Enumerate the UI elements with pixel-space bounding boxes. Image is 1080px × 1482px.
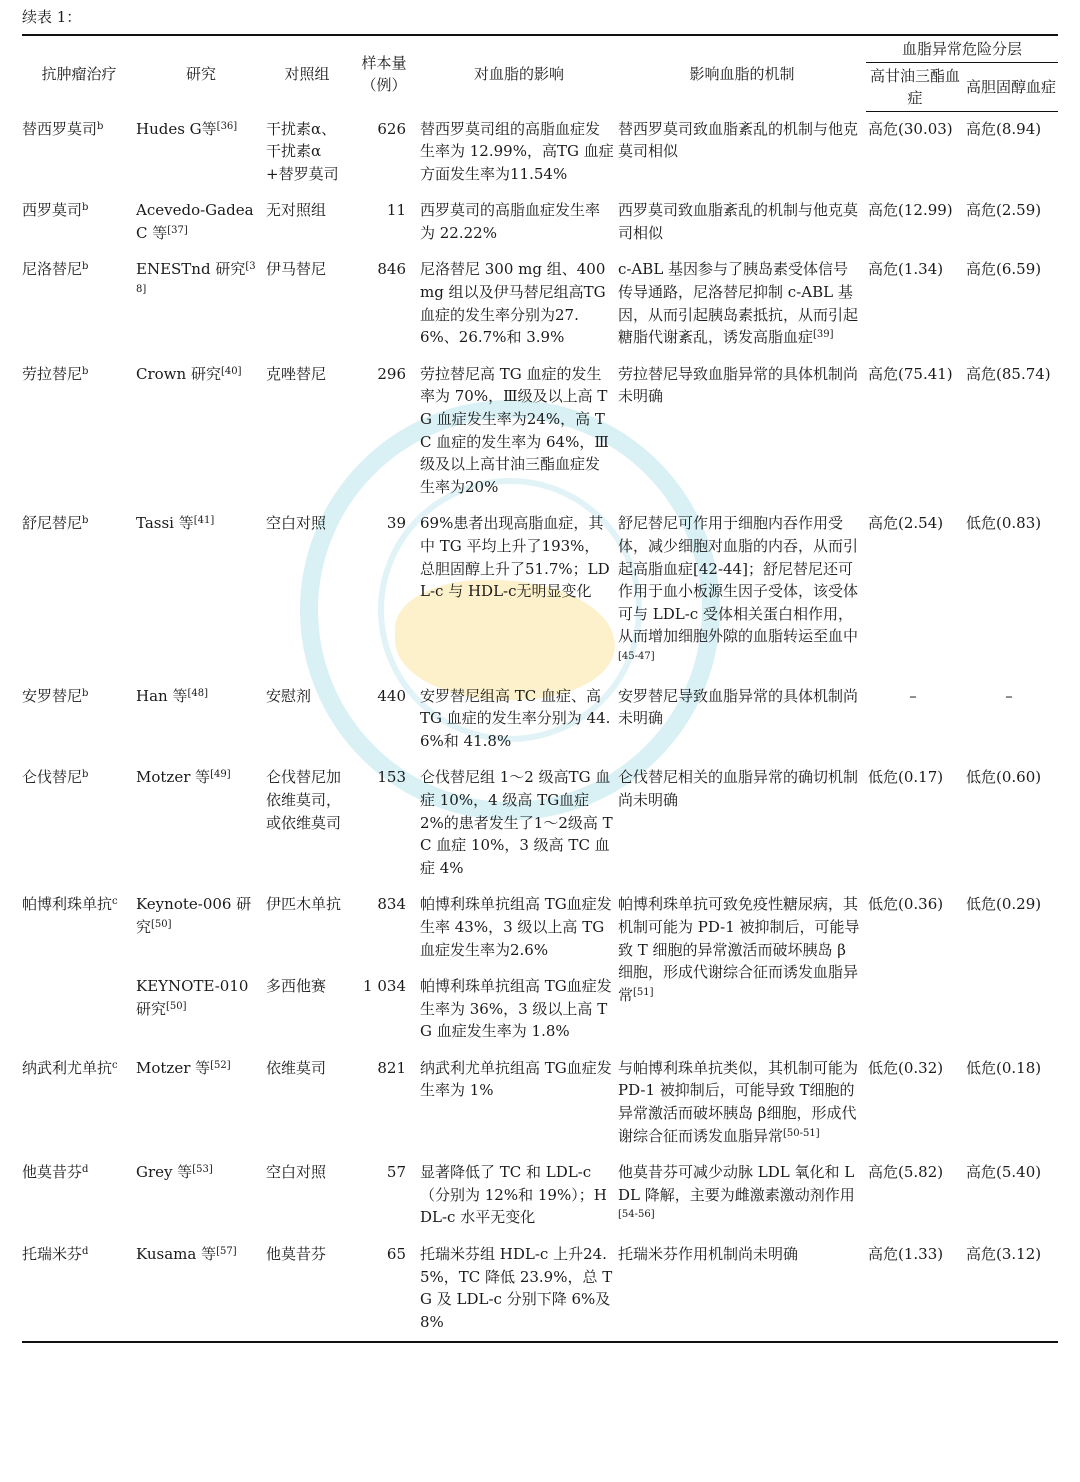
header-mechanism: 影响血脂的机制 — [618, 35, 866, 112]
cell-effect: 替西罗莫司组的高脂血症发生率为 12.99%，高TG 血症方面发生率为11.54% — [420, 119, 614, 183]
header-study: 研究 — [136, 35, 266, 112]
cell-effect: 托瑞米芬组 HDL-c 上升24.5%，TC 降低 23.9%，总 TG 及 LDL-c 分别下降 6%及 8% — [420, 1237, 618, 1342]
cell-sample: 821 — [377, 1058, 406, 1077]
cell-risk-tc: 低危(0.18) — [966, 1058, 1042, 1077]
cell-study: Grey 等[53] — [136, 1163, 213, 1182]
cell-sample: 296 — [377, 364, 406, 383]
cell-therapy: 他莫昔芬$^d$ — [22, 1163, 89, 1182]
cell-control: 伊匹木单抗 — [266, 895, 342, 914]
cell-therapy: 托瑞米芬$^d$ — [22, 1237, 136, 1342]
cell-effect: 西罗莫司的高脂血症发生率为 22.22% — [420, 201, 601, 242]
cell-risk-tg: 低危(0.17) — [868, 768, 944, 787]
cell-control: 安慰剂 — [266, 686, 312, 705]
cell-sample: 153 — [377, 768, 406, 787]
cell-risk-tc: 高危(3.12) — [964, 1237, 1058, 1342]
cell-risk-tc: 高危(8.94) — [966, 120, 1042, 138]
cell-risk-tc: 高危(2.59) — [966, 201, 1042, 220]
cell-mechanism: 托瑞米芬作用机制尚未明确 — [618, 1237, 866, 1342]
cell-effect: 69%患者出现高脂血症，其中 TG 平均上升了193%，总胆固醇上升了51.7%；LDL-c 与 HDL-c无明显变化 — [420, 514, 610, 601]
cell-therapy: 舒尼替尼$^b$ — [22, 514, 89, 533]
cell-effect: 显著降低了 TC 和 LDL-c（分别为 12%和 19%）；HDL-c 水平无变化 — [420, 1163, 607, 1227]
cell-mechanism: 仑伐替尼相关的血脂异常的确切机制尚未明确 — [618, 768, 859, 809]
cell-risk-tg: 低危(0.36) — [868, 895, 944, 914]
header-risk-tc: 高胆固醇血症 — [964, 63, 1058, 112]
cell-mechanism: 劳拉替尼导致血脂异常的具体机制尚未明确 — [618, 364, 859, 406]
cell-therapy: 纳武利尤单抗$^c$ — [22, 1058, 118, 1077]
cell-therapy: 尼洛替尼$^b$ — [22, 260, 89, 279]
cell-study: Crown 研究[40] — [136, 364, 242, 383]
cell-control: 空白对照 — [266, 514, 327, 533]
cell-risk-tg: 低危(0.32) — [868, 1058, 944, 1077]
table-row — [22, 679, 1058, 761]
header-sample: 样本量（例） — [348, 35, 420, 112]
table-row — [22, 193, 1058, 252]
cell-risk-tg: 高危(2.54) — [868, 514, 944, 533]
cell-sample: 1 034 — [363, 977, 406, 996]
cell-therapy: 帕博利珠单抗$^c$ — [22, 895, 118, 914]
cell-control: 无对照组 — [266, 201, 327, 220]
cell-control: 他莫昔芬 — [266, 1237, 348, 1342]
cell-control: 依维莫司 — [266, 1058, 327, 1077]
lipid-table — [22, 34, 1058, 1343]
cell-risk-tg: 高危(1.33) — [866, 1237, 964, 1342]
cell-control: 多西他赛 — [266, 977, 327, 996]
cell-sample: 65 — [348, 1237, 420, 1342]
cell-mechanism: 与帕博利珠单抗类似，其机制可能为 PD-1 被抑制后，可能导致 T细胞的异常激活而破坏胰岛 β细胞，形成代谢综合征而诱发血脂异常[50-51] — [618, 1058, 859, 1145]
cell-sample: 39 — [386, 514, 406, 533]
cell-study: Keynote-006 研究[50] — [136, 895, 252, 936]
cell-risk-tg: 高危(1.34) — [868, 260, 944, 279]
cell-study: Tassi 等[41] — [136, 514, 215, 533]
cell-study: ENESTnd 研究[38] — [136, 260, 256, 296]
cell-risk-tg: 高危(30.03) — [868, 120, 953, 138]
table-row — [22, 1155, 1058, 1237]
cell-sample: 846 — [377, 260, 406, 279]
cell-study: KEYNOTE-010 研究[50] — [136, 977, 249, 1018]
table-row — [22, 1051, 1058, 1155]
cell-risk-tc: 低危(0.60) — [966, 768, 1042, 787]
table-row — [22, 112, 1058, 194]
cell-control: 空白对照 — [266, 1163, 327, 1182]
table-container — [22, 34, 1058, 1343]
cell-sample: 834 — [377, 895, 406, 914]
cell-sample: 57 — [386, 1163, 406, 1182]
table-row — [22, 357, 1058, 507]
cell-therapy: 劳拉替尼$^b$ — [22, 364, 89, 383]
cell-risk-tg: 高危(75.41) — [868, 364, 953, 383]
cell-risk-tc: 低危(0.83) — [966, 514, 1042, 533]
cell-risk-tc: 高危(6.59) — [966, 260, 1042, 279]
cell-mechanism: 替西罗莫司致血脂紊乱的机制与他克莫司相似 — [618, 119, 859, 161]
table-row — [22, 887, 1058, 969]
cell-therapy: 仑伐替尼$^b$ — [22, 768, 89, 787]
header-risk-group: 血脂异常危险分层 — [866, 35, 1058, 63]
cell-risk-tc: – — [1005, 686, 1013, 705]
cell-effect: 仑伐替尼组 1～2 级高TG 血症 10%，4 级高 TG血症 2%的患者发生了1～2级高 TC 血症 10%，3 级高 TC 血症 4% — [420, 768, 613, 877]
cell-study: Kusama 等[57] — [136, 1237, 266, 1342]
table-row — [22, 506, 1058, 678]
cell-sample: 11 — [386, 201, 406, 220]
cell-risk-tg: 高危(12.99) — [868, 201, 953, 220]
cell-mechanism: c-ABL 基因参与了胰岛素受体信号传导通路，尼洛替尼抑制 c-ABL 基因，从而引起胰岛素抵抗，从而引起糖脂代谢紊乱，诱发高脂血症[39] — [618, 260, 859, 347]
cell-mechanism: 帕博利珠单抗可致免疫性糖尿病，其机制可能为 PD-1 被抑制后，可能导致 T 细胞的异常激活而破坏胰岛 β 细胞，形成代谢综合征而诱发血脂异常[51] — [618, 895, 860, 1004]
table-caption: 续表 1： — [22, 8, 82, 26]
cell-effect: 帕博利珠单抗组高 TG血症发生率 43%，3 级以上高 TG 血症发生率为2.6% — [420, 895, 612, 959]
cell-control: 克唑替尼 — [266, 364, 327, 383]
cell-mechanism: 安罗替尼导致血脂异常的具体机制尚未明确 — [618, 686, 859, 728]
header-risk-tg: 高甘油三酯血症 — [866, 63, 964, 112]
cell-mechanism: 舒尼替尼可作用于细胞内吞作用受体，减少细胞对血脂的内吞，从而引起高脂血症[42-44]；舒尼替尼还可作用于血小板源生因子受体，该受体可与 LDL-c 受体相关蛋白相作用，从而增加细胞外隙的血脂转运至血中[45-47] — [618, 514, 859, 662]
cell-sample: 440 — [377, 686, 406, 705]
cell-control: 伊马替尼 — [266, 260, 327, 279]
cell-risk-tc: 低危(0.29) — [966, 895, 1042, 914]
cell-therapy: 西罗莫司$^b$ — [22, 201, 89, 220]
cell-effect: 安罗替尼组高 TC 血症、高 TG 血症的发生率分别为 44.6%和 41.8% — [420, 686, 611, 750]
cell-study: Acevedo-Gadea C 等[37] — [136, 201, 254, 242]
cell-risk-tc: 高危(5.40) — [966, 1163, 1042, 1182]
cell-therapy: 替西罗莫司$^b$ — [22, 119, 104, 138]
header-control: 对照组 — [266, 35, 348, 112]
cell-effect: 劳拉替尼高 TG 血症的发生率为 70%，Ⅲ级及以上高 TG 血症发生率为24%，高 TC 血症的发生率为 64%，Ⅲ级及以上高甘油三酯血症发生率为20% — [420, 364, 609, 496]
cell-risk-tg: – — [909, 686, 917, 705]
table-body — [22, 112, 1058, 1343]
cell-effect: 纳武利尤单抗组高 TG血症发生率为 1% — [420, 1058, 612, 1100]
cell-study: Motzer 等[49] — [136, 768, 231, 787]
table-row — [22, 252, 1058, 356]
cell-study: Hudes G等[36] — [136, 119, 238, 138]
cell-risk-tc: 高危(85.74) — [966, 364, 1051, 383]
header-therapy: 抗肿瘤治疗 — [22, 35, 136, 112]
cell-risk-tg: 高危(5.82) — [868, 1163, 944, 1182]
cell-mechanism: 西罗莫司致血脂紊乱的机制与他克莫司相似 — [618, 201, 859, 242]
cell-effect: 尼洛替尼 300 mg 组、400 mg 组以及伊马替尼组高TG 血症的发生率分别为27.6%、26.7%和 3.9% — [420, 260, 606, 347]
table-row — [22, 760, 1058, 887]
header-effect: 对血脂的影响 — [420, 35, 618, 112]
cell-control: 干扰素α、干扰素α+替罗莫司 — [266, 119, 339, 183]
cell-therapy: 安罗替尼$^b$ — [22, 686, 89, 705]
cell-study: Han 等[48] — [136, 686, 208, 705]
cell-study: Motzer 等[52] — [136, 1058, 231, 1077]
cell-control: 仑伐替尼加依维莫司，或依维莫司 — [266, 768, 342, 832]
cell-effect: 帕博利珠单抗组高 TG血症发生率为 36%，3 级以上高 TG 血症发生率为 1.8% — [420, 977, 612, 1041]
cell-sample: 626 — [377, 119, 406, 138]
table-row — [22, 1237, 1058, 1342]
cell-mechanism: 他莫昔芬可减少动脉 LDL 氧化和 LDL 降解，主要为雌激素激动剂作用[54-56] — [618, 1163, 855, 1221]
